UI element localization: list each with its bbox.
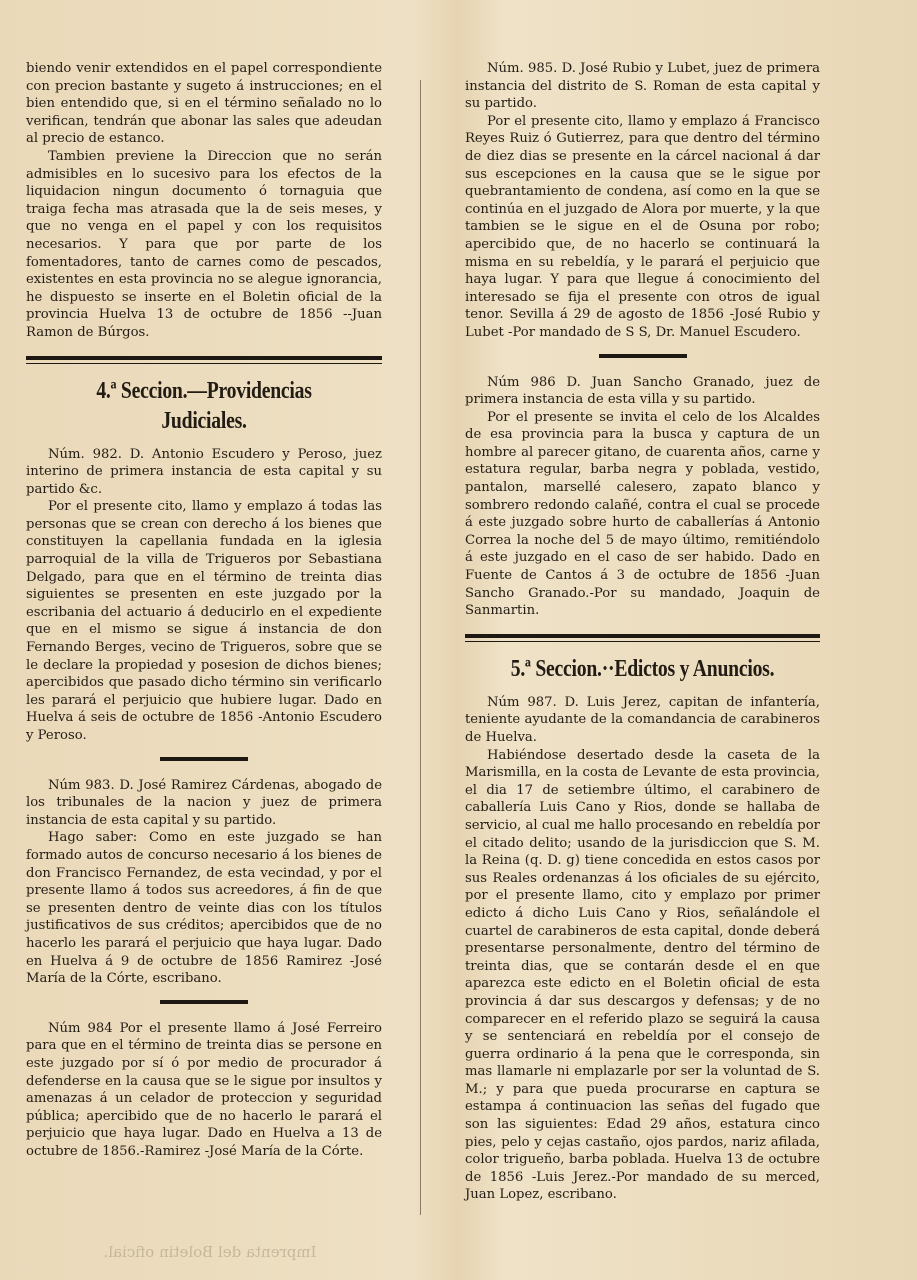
notice-987-body: Habiéndose desertado desde la caseta de la Marismilla, en la costa de Levante de esta provincia, el dia 17 de setiembre último, el carabinero de caballería Luis Cano y Rios, donde se hallaba de servicio, al cual me hallo procesando en rebeldía por el citado delito; usando de la jurisdiccion que S. M. la Reina (q. D. g) tiene concedida en estos casos por sus Reales ordenanzas á los oficiales de su ejército, por el presente llamo, cito y emplazo por primer edicto á dicho Luis Cano y Rios, señalándole el cuartel de carabineros de esta capital, donde deberá presentarse personalmente, dentro del término de treinta dias, que se contarán desde el en que aparezca este edicto en el Boletin oficial de esta provincia á dar sus descargos y defensas; y de no comparecer en el referido plazo se seguirá la causa y se sentenciará en rebeldía por el consejo de guerra ordinario á la pena que le corresponda, sin mas llamarle ni emplazarle por ser la voluntad de S. M.; y para que pueda procurarse en captura se estampa á continuacion las señas del fugado que son las siguientes: Edad 29 años, estatura cinco pies, pelo y cejas castaño, ojos pardos, nariz afilada, color trigueño, barba poblada. Huelva 13 de octubre de 1856 -Luis Jerez.-Por mandado de su merced, Juan Lopez, escribano. xyxy=(465,747,820,1203)
notice-985-body: Por el presente cito, llamo y emplazo á Francisco Reyes Ruiz ó Gutierrez, para que dentro del término de diez dias se presente en la cárcel nacional á dar sus escepciones en la causa que se le sigue por quebrantamiento de condena, así como en la que se continúa en el juzgado de Alora por muerte, y la que tambien se le sigue en el de Osuna por robo; apercibido que, de no hacerlo se continuará la misma en su rebeldía, y le parará el perjuicio que haya lugar. Y para que llegue á conocimiento del interesado se fija el presente con otros de igual tenor. Sevilla á 29 de agosto de 1856 -José Rubio y Lubet -Por mandado de S S, Dr. Manuel Escudero. xyxy=(465,113,820,340)
right-column xyxy=(465,60,820,1204)
left-column xyxy=(26,60,382,1160)
paragraph-direccion-notice: Tambien previene la Direccion que no serán admisibles en lo sucesivo para los efectos de la liquidacion ningun documento ó tornaguia que traiga fecha mas atrasada que la de seis meses, y que no venga en el papel y con los requisitos necesarios. Y para que por parte de los fomentadores, tanto de carnes como de pescados, existentes en esta provincia no se alegue ignorancia, he dispuesto se inserte en el Boletin oficial de la provincia Huelva 13 de octubre de 1856 --Juan Ramon de Búrgos. xyxy=(26,148,382,340)
column-divider xyxy=(420,80,421,1215)
notice-986-body: Por el presente se invita el celo de los Alcaldes de esa provincia para la busca y captura de un hombre al parecer gitano, de cuarenta años, carne y estatura regular, barba negra y poblada, vestido, pantalon, marsellé calesero, zapato blanco y sombrero redondo calañé, contra el cual se procede á este juzgado sobre hurto de caballerías á Antonio Correa la noche del 5 de mayo último, remitiéndolo á este juzgado en el caso de ser habido. Dado en Fuente de Cantos á 3 de octubre de 1856 -Juan Sancho Granado.-Por su mandado, Joaquin de Sanmartin. xyxy=(465,409,820,619)
section-divider-rule xyxy=(26,356,382,364)
notice-separator-rule xyxy=(599,354,687,358)
bleed-through-imprint: Imprenta del Boletin oficial. xyxy=(103,1243,317,1261)
section-4-heading: 4.ª Seccion.—Providencias Judiciales. xyxy=(96,377,312,434)
notice-separator-rule xyxy=(160,757,248,761)
notice-987-heading: Núm 987. D. Luis Jerez, capitan de infantería, teniente ayudante de la comandancia de carabineros de Huelva. xyxy=(465,694,820,745)
notice-982-heading: Núm. 982. D. Antonio Escudero y Peroso, juez interino de primera instancia de esta capital y su partido &c. xyxy=(26,446,382,497)
notice-983-heading: Núm 983. D. José Ramirez Cárdenas, abogado de los tribunales de la nacion y juez de primera instancia de esta capital y su partido. xyxy=(26,777,382,828)
notice-984: Núm 984 Por el presente llamo á José Ferreiro para que en el término de treinta dias se persone en este juzgado por sí ó por medio de procurador á defenderse en la causa que se le sigue por insultos y amenazas á un celador de proteccion y seguridad pública; apercibido que de no hacerlo le parará el perjuicio que haya lugar. Dado en Huelva a 13 de octubre de 1856.-Ramirez -José María de la Córte. xyxy=(26,1020,382,1159)
paragraph-continuation: biendo venir extendidos en el papel correspondiente con precion bastante y sugeto á instrucciones; en el bien entendido que, si en el término señalado no lo verifican, tendrán que abonar las sales que adeudan al precio de estanco. xyxy=(26,61,382,147)
section-5-heading: 5.ª Seccion.··Edictos y Anuncios. xyxy=(510,655,775,682)
notice-982-body: Por el presente cito, llamo y emplazo á todas las personas que se crean con derecho á los bienes que constituyen la capellania fundada en la iglesia parroquial de la villa de Trigueros por Sebastiana Delgado, para que en el término de treinta dias siguientes se presenten en este juzgado por la escribania del actuario á deducirlo en el expediente que en el mismo se sigue á instancia de don Fernando Berges, vecino de Trigueros, sobre que se le declare la propiedad y posesion de dichos bienes; apercibidos que pasado dicho término sin verificarlo les parará el perjuicio que hubiere lugar. Dado en Huelva á seis de octubre de 1856 -Antonio Escudero y Peroso. xyxy=(26,499,382,743)
notice-986-heading: Núm 986 D. Juan Sancho Granado, juez de primera instancia de esta villa y su partido. xyxy=(465,374,820,408)
notice-separator-rule xyxy=(160,1000,248,1004)
notice-985-heading: Núm. 985. D. José Rubio y Lubet, juez de primera instancia del distrito de S. Roman de esta capital y su partido. xyxy=(465,61,820,112)
section-divider-rule xyxy=(465,634,820,642)
notice-983-body: Hago saber: Como en este juzgado se han formado autos de concurso necesario á los bienes de don Francisco Fernandez, de esta vecindad, y por el presente llamo á todos sus acreedores, á fin de que se presenten dentro de veinte dias con los títulos justificativos de sus créditos; apercibidos que de no hacerlo les parará el perjuicio que haya lugar. Dado en Huelva á 9 de octubre de 1856 Ramirez -José María de la Córte, escribano. xyxy=(26,830,382,987)
